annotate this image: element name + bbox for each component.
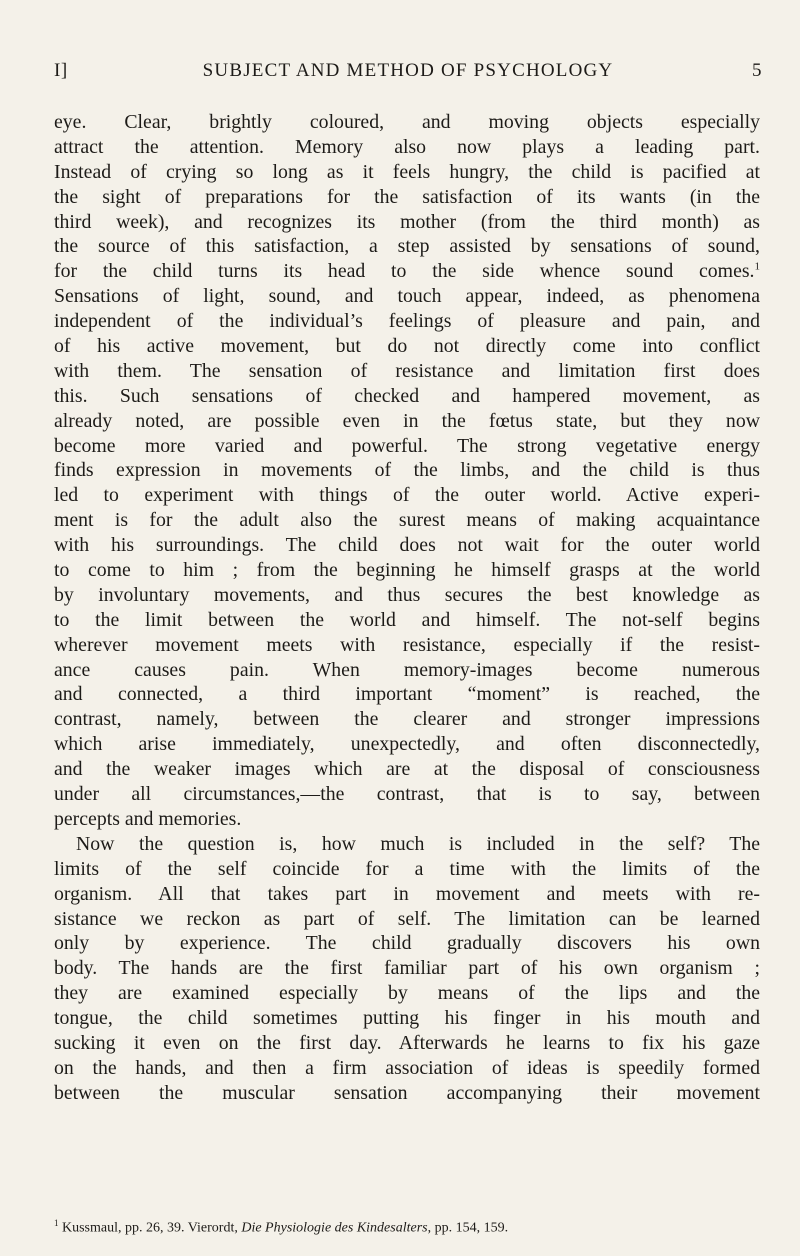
text-line: wherever movement meets with resistance, especially if the resist- — [54, 633, 760, 656]
text-line: with them. The sensation of resistance and limitation first does — [54, 359, 760, 382]
running-header — [54, 60, 762, 90]
text-line: sucking it even on the first day. Afterwards he learns to fix his gaze — [54, 1031, 760, 1054]
text-line: of his active movement, but do not directly come into conflict — [54, 335, 760, 358]
text-line: which arise immediately, unexpectedly, and often disconnectedly, — [54, 733, 760, 756]
text-line: eye. Clear, brightly coloured, and moving objects especially — [54, 111, 760, 133]
text-line: sistance we reckon as part of self. The limitation can be learned — [54, 907, 760, 930]
text-line: on the hands, and then a firm association of ideas is speedily formed — [54, 1056, 760, 1079]
text-line: the sight of preparations for the satisfaction of its wants (in the — [54, 185, 760, 208]
text-line: attract the attention. Memory also now plays a leading part. — [54, 135, 760, 158]
text-fragment: for the child turns its head to the side whence sound comes. — [54, 260, 755, 283]
text-line: tongue, the child sometimes putting his finger in his mouth and — [54, 1007, 760, 1030]
text-line: to come to him ; from the beginning he himself grasps at the world — [54, 559, 760, 582]
text-line: ment is for the adult also the surest means of making acquaintance — [54, 509, 760, 532]
text-line: only by experience. The child gradually discovers his own — [54, 932, 760, 955]
footnote-text-before: Kussmaul, pp. 26, 39. Vierordt, — [62, 1220, 242, 1236]
running-title: SUBJECT AND METHOD OF PSYCHOLOGY — [202, 60, 614, 81]
text-line: third week), and recognizes its mother (from the third month) as — [54, 210, 760, 233]
body-text — [54, 110, 760, 1106]
text-line: by involuntary movements, and thus secures the best knowledge as — [54, 583, 760, 606]
text-line: finds expression in movements of the limbs, and the child is thus — [54, 459, 760, 482]
footnote-text-after: , pp. 154, 159. — [427, 1220, 509, 1236]
footnote-reference: 1 — [754, 260, 760, 273]
text-line: Now the question is, how much is included in the self? The — [76, 832, 760, 855]
text-line: body. The hands are the first familiar part of his own organism ; — [54, 957, 760, 980]
text-line: led to experiment with things of the outer world. Active experi- — [54, 484, 760, 507]
text-line: to the limit between the world and himself. The not-self begins — [54, 608, 760, 631]
page-number: 5 — [752, 60, 762, 81]
text-line: organism. All that takes part in movement and meets with re- — [54, 882, 760, 905]
text-line: Instead of crying so long as it feels hungry, the child is pacified at — [54, 160, 760, 183]
text-line: the source of this satisfaction, a step assisted by sensations of sound, — [54, 235, 760, 258]
text-line: ance causes pain. When memory-images become numerous — [54, 658, 760, 681]
text-line: between the muscular sensation accompanying their movement — [54, 1081, 760, 1104]
paragraph-2 — [54, 832, 760, 1106]
footnote-mark: 1 — [54, 1218, 59, 1228]
text-line: this. Such sensations of checked and hampered movement, as — [54, 384, 760, 407]
text-line: Sensations of light, sound, and touch appear, indeed, as phenomena — [54, 285, 760, 308]
text-line: contrast, namely, between the clearer and stronger impressions — [54, 708, 760, 731]
text-line: become more varied and powerful. The strong vegetative energy — [54, 434, 760, 457]
text-line: and the weaker images which are at the disposal of consciousness — [54, 758, 760, 781]
text-line: with his surroundings. The child does not wait for the outer world — [54, 534, 760, 557]
text-line: already noted, are possible even in the fœtus state, but they now — [54, 409, 760, 432]
text-line: independent of the individual’s feelings of pleasure and pain, and — [54, 310, 760, 333]
text-line: limits of the self coincide for a time with the limits of the — [54, 857, 760, 880]
text-line — [54, 259, 760, 284]
text-line: percepts and memories. — [54, 807, 242, 830]
text-line: and connected, a third important “moment” is reached, the — [54, 683, 760, 706]
chapter-number: I] — [54, 60, 68, 81]
paragraph-1 — [54, 110, 760, 832]
text-line: they are examined especially by means of the lips and the — [54, 982, 760, 1005]
text-line: under all circumstances,—the contrast, that is to say, between — [54, 783, 760, 806]
footnote-book-title: Die Physiologie des Kindesalters — [241, 1220, 428, 1236]
footnote — [54, 1214, 754, 1238]
